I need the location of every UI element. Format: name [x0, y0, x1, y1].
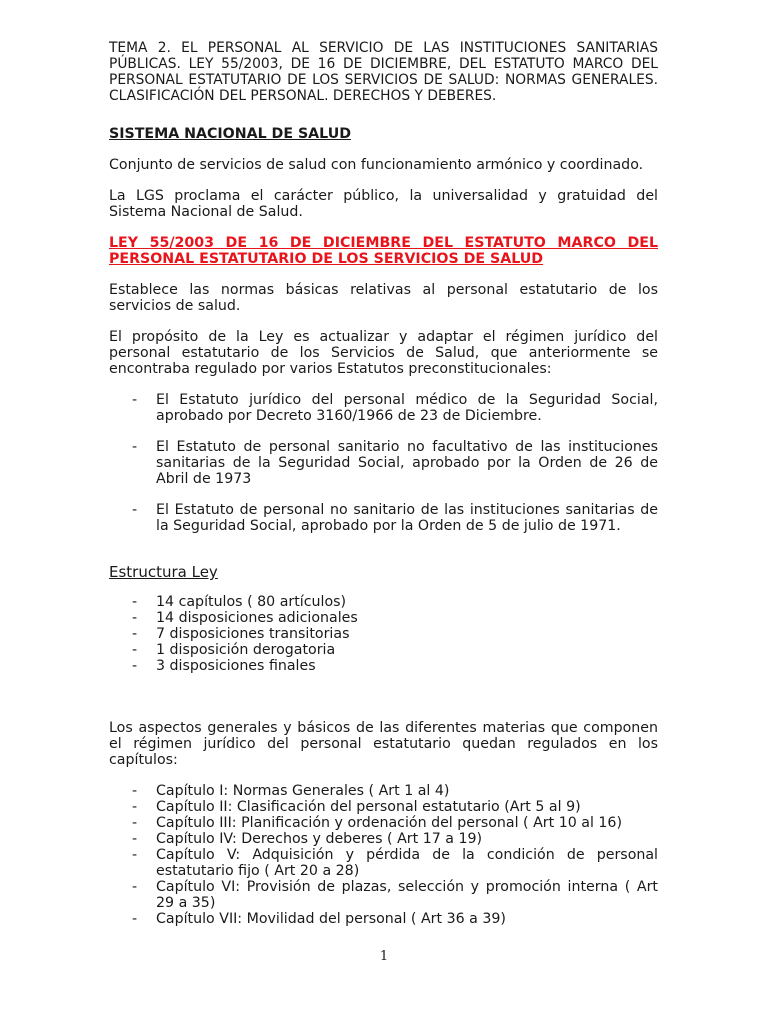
list-item: - 7 disposiciones transitorias [109, 626, 658, 642]
statute-list [109, 392, 658, 534]
document-page [109, 40, 658, 927]
list-item: - Capítulo VI: Provisión de plazas, selección y promoción interna ( Art 29 a 35) [109, 879, 658, 911]
list-item: - Capítulo III: Planificación y ordenación del personal ( Art 10 al 16) [109, 815, 658, 831]
list-item: - El Estatuto jurídico del personal médico de la Seguridad Social, aprobado por Decreto 3160/1966 de 23 de Diciembre. [109, 392, 658, 424]
chapter-list [109, 783, 658, 927]
paragraph: La LGS proclama el carácter público, la universalidad y gratuidad del Sistema Nacional de Salud. [109, 188, 658, 220]
document-title: TEMA 2. EL PERSONAL AL SERVICIO DE LAS INSTITUCIONES SANITARIAS PÚBLICAS. LEY 55/2003, DE 16 DE DICIEMBRE, DEL ESTATUTO MARCO DEL PERSONAL ESTATUTARIO DE LOS SERVICIOS DE SALUD: NORMAS GENERALES. CLASIFICACIÓN DEL PERSONAL. DERECHOS Y DEBERES. [109, 40, 658, 104]
list-item: - 14 capítulos ( 80 artículos) [109, 594, 658, 610]
list-item: - 1 disposición derogatoria [109, 642, 658, 658]
list-item: - Capítulo II: Clasificación del personal estatutario (Art 5 al 9) [109, 799, 658, 815]
list-item: - Capítulo VII: Movilidad del personal ( Art 36 a 39) [109, 911, 658, 927]
page-number: 1 [379, 949, 389, 964]
list-item: - 14 disposiciones adicionales [109, 610, 658, 626]
list-item: - 3 disposiciones finales [109, 658, 658, 674]
list-item: - Capítulo V: Adquisición y pérdida de la condición de personal estatutario fijo ( Art 20 a 28) [109, 847, 658, 879]
section-heading-ley: LEY 55/2003 DE 16 DE DICIEMBRE DEL ESTATUTO MARCO DEL PERSONAL ESTATUTARIO DE LOS SERVICIOS DE SALUD [109, 235, 658, 267]
section-heading-estructura: Estructura Ley [109, 563, 218, 581]
section-heading-sistema-nacional: SISTEMA NACIONAL DE SALUD [109, 126, 351, 142]
paragraph: El propósito de la Ley es actualizar y adaptar el régimen jurídico del personal estatutario de los Servicios de Salud, que anteriormente se encontraba regulado por varios Estatutos preconstitucionales: [109, 329, 658, 377]
list-item: - El Estatuto de personal no sanitario de las instituciones sanitarias de la Seguridad Social, aprobado por la Orden de 5 de julio de 1971. [109, 502, 658, 534]
list-item: - Capítulo I: Normas Generales ( Art 1 al 4) [109, 783, 658, 799]
paragraph: Establece las normas básicas relativas al personal estatutario de los servicios de salud. [109, 282, 658, 314]
structure-list [109, 594, 658, 674]
paragraph: Los aspectos generales y básicos de las diferentes materias que componen el régimen jurídico del personal estatutario quedan regulados en los capítulos: [109, 720, 658, 768]
list-item: - El Estatuto de personal sanitario no facultativo de las instituciones sanitarias de la Seguridad Social, aprobado por la Orden de 26 de Abril de 1973 [109, 439, 658, 487]
list-item: - Capítulo IV: Derechos y deberes ( Art 17 a 19) [109, 831, 658, 847]
paragraph: Conjunto de servicios de salud con funcionamiento armónico y coordinado. [109, 157, 644, 173]
